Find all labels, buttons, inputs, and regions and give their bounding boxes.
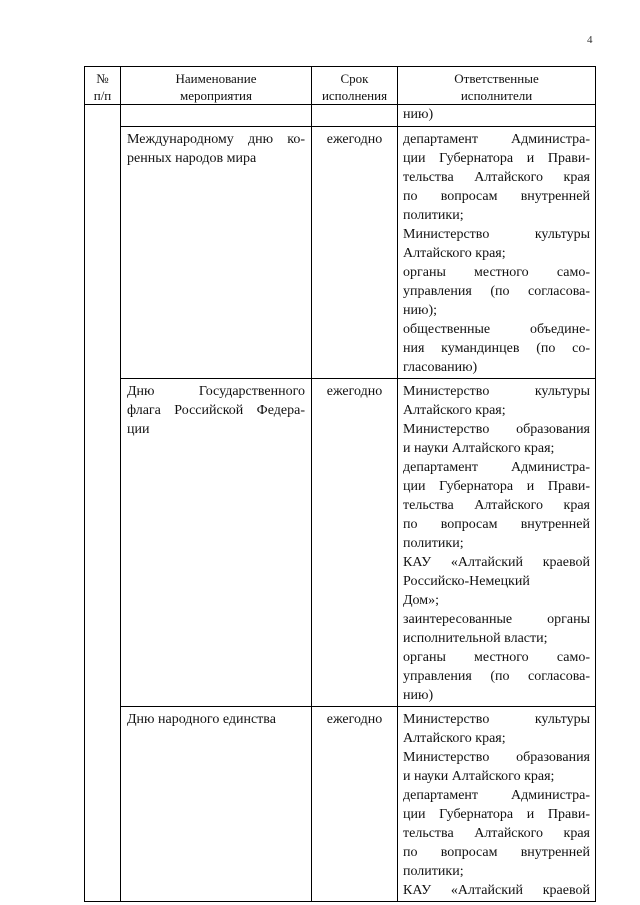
events-table: [84, 66, 596, 902]
event-responsible: Министерство культуры Алтайского края; Министерство образования и науки Алтайского края; департамент Администра- ции Губернатора и Прави- тельства Алтайского края по вопросам внутренней политики; КАУ «Алтайский краевой: [398, 707, 596, 902]
event-term: ежегодно: [312, 127, 398, 379]
event-name: Дню Государственного флага Российской Федера- ции: [121, 379, 312, 707]
continuation-text: нию): [403, 107, 434, 122]
header-responsible: Ответственные исполнители: [398, 67, 596, 105]
table-row-continuation: [85, 105, 596, 127]
table-header-row: [85, 67, 596, 105]
number-cell: [85, 105, 121, 902]
term-cell: [312, 105, 398, 127]
table-row: [85, 379, 596, 707]
event-responsible: департамент Администра- ции Губернатора и Прави- тельства Алтайского края по вопросам внутренней политики; Министерство культуры Алтайского края; органы местного само- управления (по согласова- нию); общественные объедине- ния кумандинцев (по со- гласованию): [398, 127, 596, 379]
page-number: 4: [587, 34, 593, 46]
name-cell: [121, 105, 312, 127]
event-name: Международному дню ко- ренных народов мира: [121, 127, 312, 379]
header-name: Наименование мероприятия: [121, 67, 312, 105]
event-term: ежегодно: [312, 379, 398, 707]
header-number: № п/п: [85, 67, 121, 105]
responsible-cell: [398, 105, 596, 127]
event-responsible: Министерство культуры Алтайского края; Министерство образования и науки Алтайского края; департамент Администра- ции Губернатора и Прави- тельства Алтайского края по вопросам внутренней политики; КАУ «Алтайский краевой Российско-Немецкий Дом»; заинтересованные органы исполнительной власти; органы местного само- управления (по согласова- нию): [398, 379, 596, 707]
table-row: [85, 127, 596, 379]
header-term: Срок исполнения: [312, 67, 398, 105]
event-name: Дню народного единства: [121, 707, 312, 902]
event-term: ежегодно: [312, 707, 398, 902]
table-row: [85, 707, 596, 902]
